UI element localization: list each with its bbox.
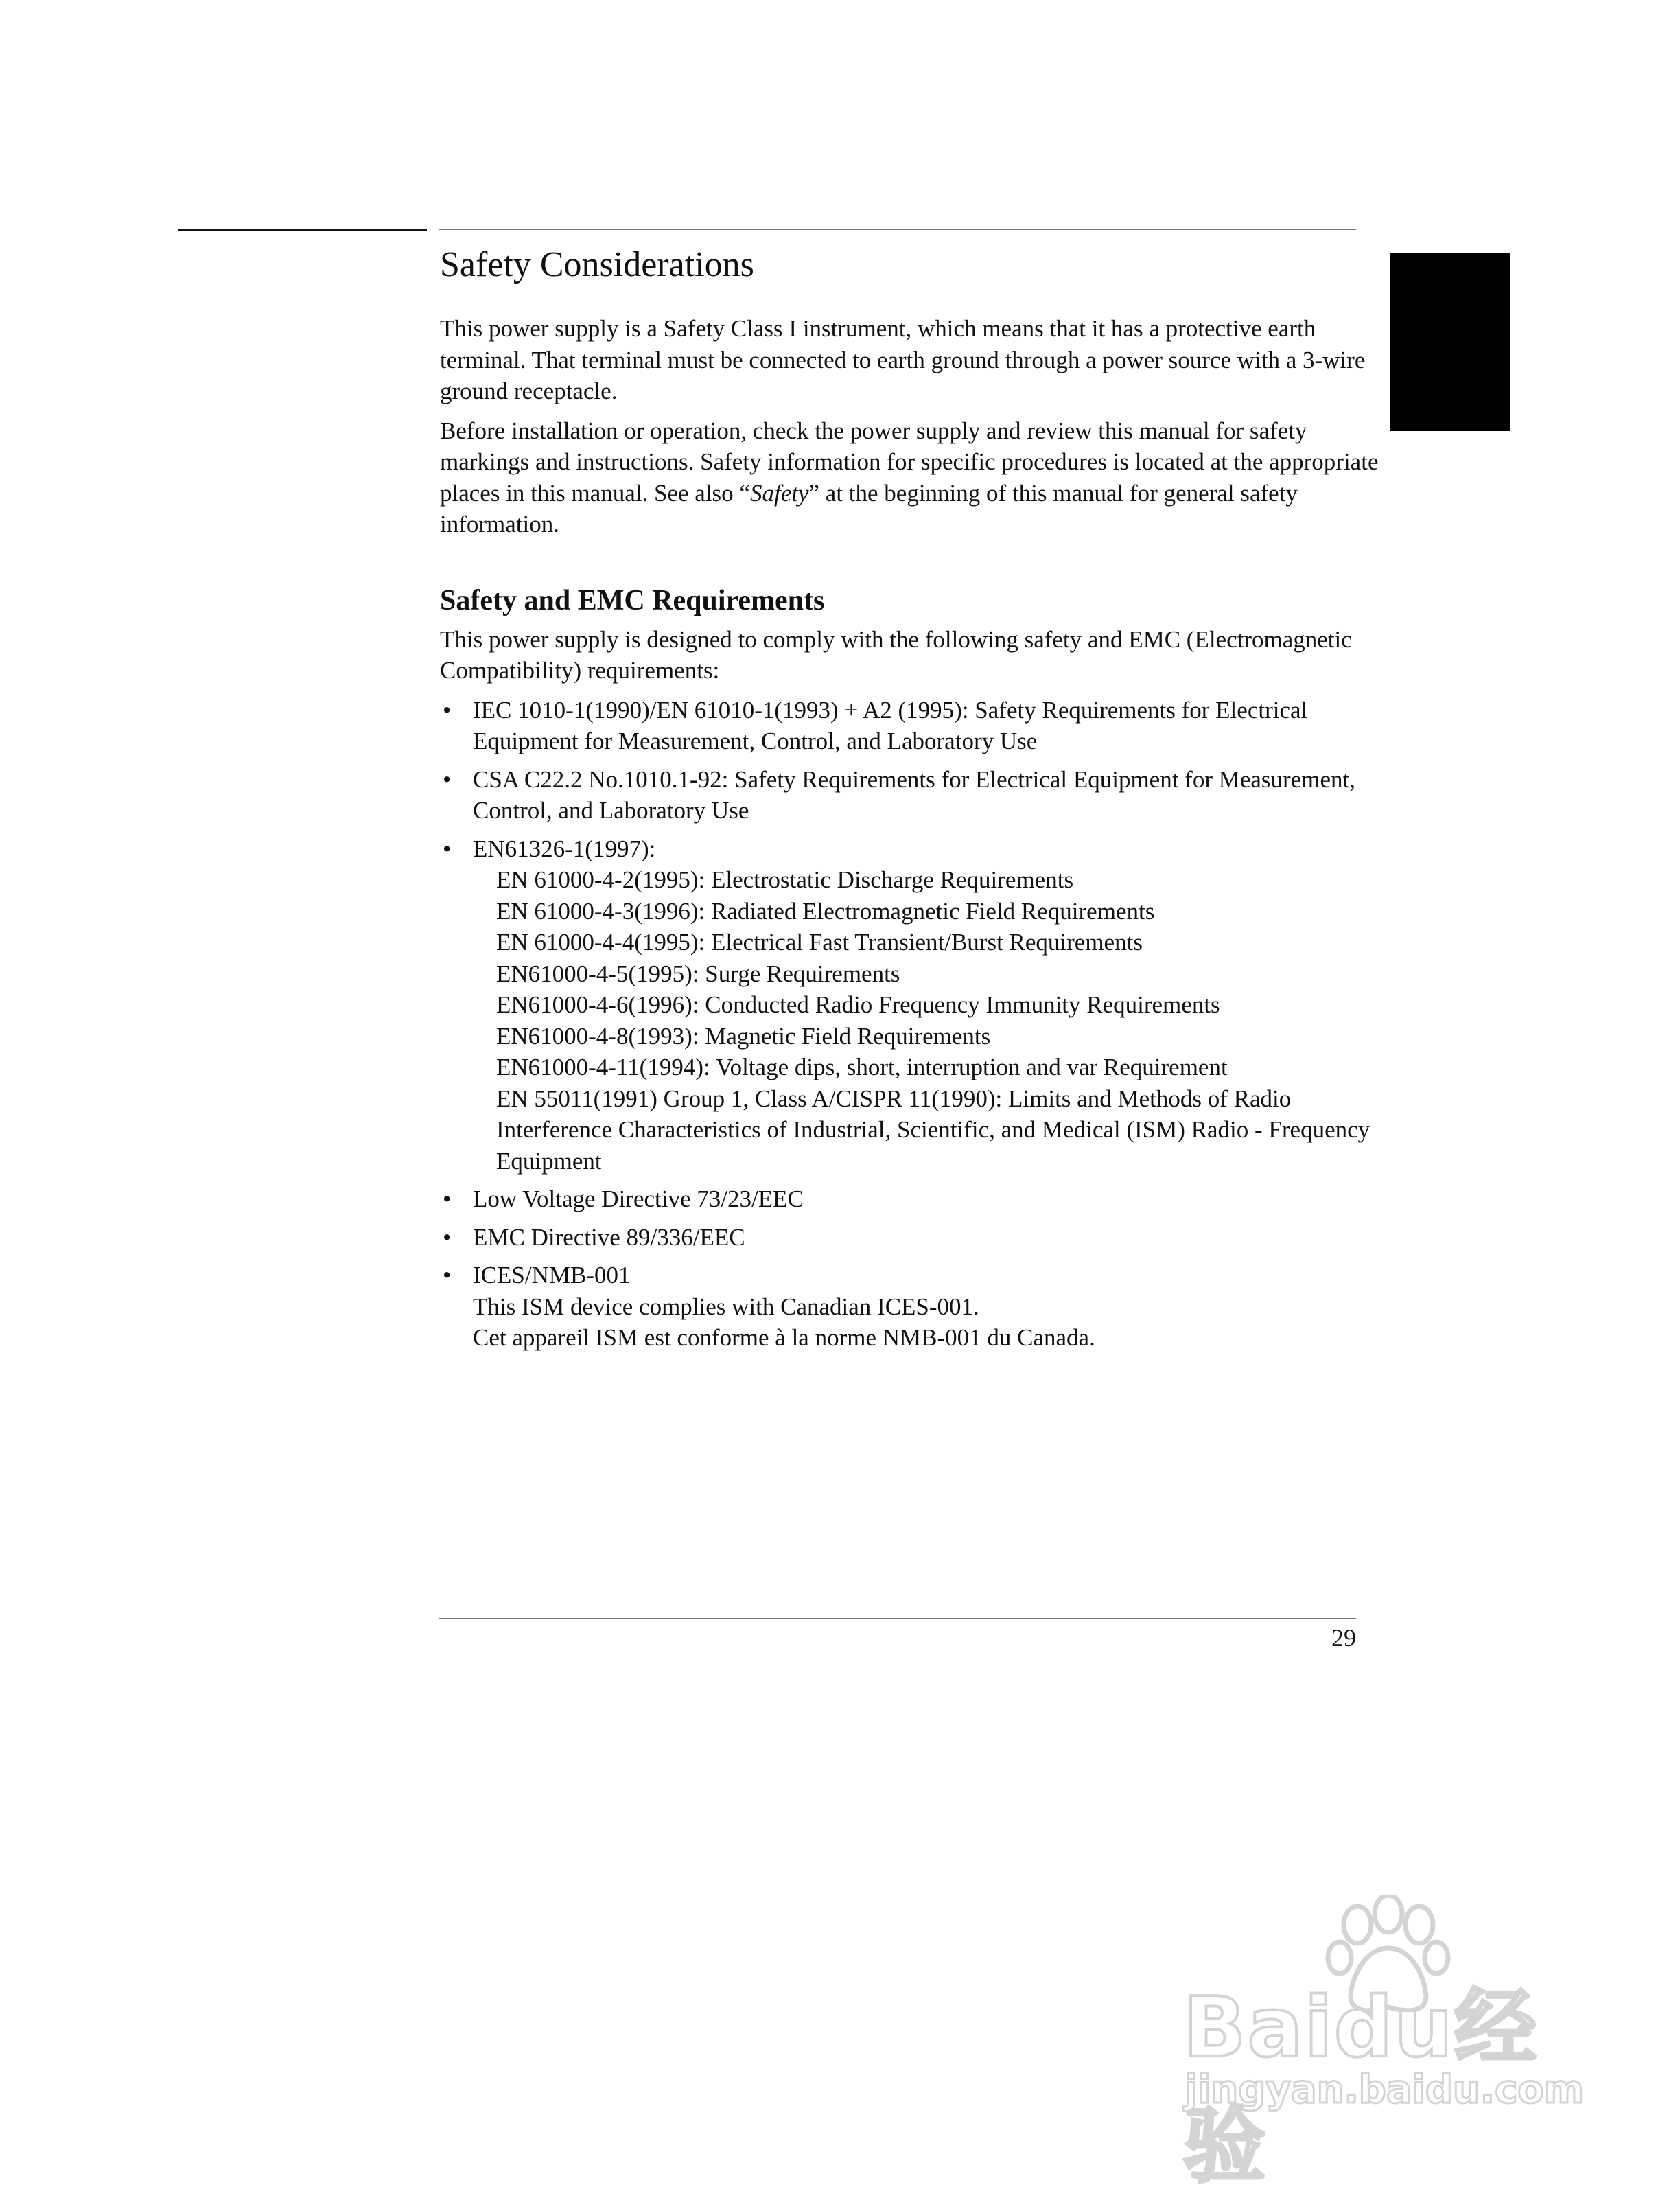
sub-item: EN 55011(1991) Group 1, Class A/CISPR 11(1990): Limits and Methods of Radio Interference Characteristics of Industrial, Scientific, and Medical (ISM) Radio - Frequency Equipment: [496, 1085, 1370, 1175]
baidu-watermark: [1174, 1895, 1585, 2194]
sub-item: EN61000-4-11(1994): Voltage dips, short, interruption and var Requirement: [496, 1054, 1228, 1080]
bullet-icon: •: [443, 835, 452, 862]
intro-paragraph-2-start: Before installation or operation, check the power supply and review this manual for safety markings and instructions. Safety information for specific procedures is located at the appropriate places in this manual. See also “: [440, 417, 1379, 507]
sub-item: EN 61000-4-3(1996): Radiated Electromagnetic Field Requirements: [496, 897, 1155, 925]
header-rule-left: [178, 229, 427, 231]
watermark-url: jingyan.baidu.com: [1185, 2068, 1585, 2112]
page-title: Safety Considerations: [440, 245, 754, 284]
intro-paragraph-1: This power supply is a Safety Class I instrument, which means that it has a protective earth terminal. That terminal must be connected to earth ground through a power source with a 3-wire ground receptacle.: [440, 315, 1366, 404]
list-item-text: EMC Directive 89/336/EEC: [473, 1223, 745, 1251]
list-item: [440, 833, 1380, 1177]
watermark-brand: Baidu经验: [1183, 1980, 1538, 2194]
list-item: [440, 695, 1380, 757]
list-item: [440, 1183, 1380, 1215]
sub-item: EN 61000-4-2(1995): Electrostatic Discharge Requirements: [496, 866, 1074, 893]
sub-item: EN 61000-4-4(1995): Electrical Fast Transient/Burst Requirements: [496, 929, 1143, 956]
ices-line-french: Cet appareil ISM est conforme à la norme NMB-001 du Canada.: [473, 1324, 1095, 1351]
bullet-icon: •: [443, 1223, 452, 1251]
page-number: 29: [1331, 1624, 1356, 1652]
sub-item: EN61000-4-5(1995): Surge Requirements: [496, 960, 900, 987]
bullet-icon: •: [443, 765, 452, 793]
en61326-sublist: [473, 864, 1380, 1177]
list-item-text: CSA C22.2 No.1010.1-92: Safety Requirements for Electrical Equipment for Measurement, Control, and Laboratory Use: [473, 765, 1355, 824]
section-title: Safety and EMC Requirements: [440, 584, 825, 616]
footer-rule: [439, 1618, 1356, 1619]
list-item: [440, 764, 1380, 826]
chapter-thumb-tab: [1390, 253, 1510, 431]
sub-item: EN61000-4-6(1996): Conducted Radio Frequency Immunity Requirements: [496, 991, 1220, 1018]
list-item-text: EN61326-1(1997):: [473, 835, 656, 862]
bullet-icon: •: [443, 1262, 452, 1288]
safety-reference: Safety: [749, 479, 809, 507]
list-item-text: ICES/NMB-001: [473, 1262, 631, 1288]
list-item: [440, 1222, 1380, 1253]
sub-item: EN61000-4-8(1993): Magnetic Field Requirements: [496, 1022, 991, 1050]
page-content: [440, 242, 1380, 1361]
section-intro: This power supply is designed to comply with the following safety and EMC (Electromagnetic Compatibility) requirements:: [440, 625, 1352, 684]
bullet-icon: •: [443, 696, 452, 724]
list-item-text: IEC 1010-1(1990)/EN 61010-1(1993) + A2 (1995): Safety Requirements for Electrical Equipment for Measurement, Control, and Laboratory Use: [473, 696, 1308, 754]
ices-line-english: This ISM device complies with Canadian ICES-001.: [473, 1293, 979, 1320]
requirements-list: [440, 695, 1380, 1354]
header-rule: [439, 229, 1356, 230]
intro-paragraph-2: [440, 415, 1380, 540]
list-item: [440, 1260, 1380, 1354]
intro-paragraph-2-end: ” at the beginning of this manual for general safety information.: [440, 479, 1298, 537]
list-item-text: Low Voltage Directive 73/23/EEC: [473, 1185, 804, 1212]
bullet-icon: •: [443, 1185, 452, 1212]
